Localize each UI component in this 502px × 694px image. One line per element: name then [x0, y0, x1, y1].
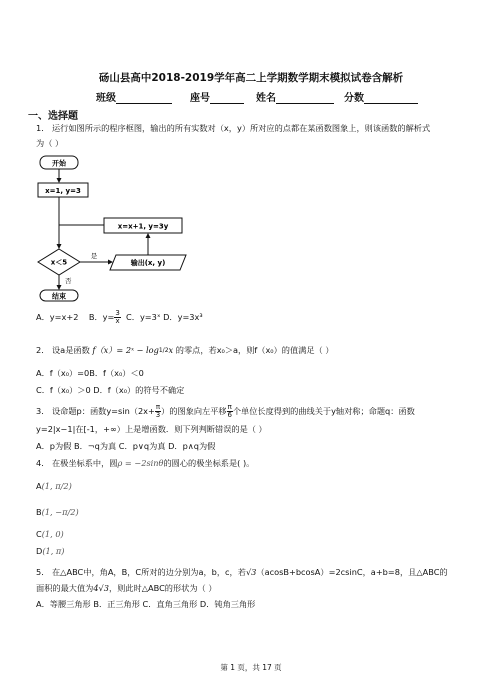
- page-footer: 第 1 页，共 17 页: [220, 663, 282, 672]
- q5-line2-prefix: 面积的最大值为: [36, 583, 94, 593]
- q3-prefix: 3． 设命题p：函数y=sin（2x+: [36, 406, 155, 416]
- q3-line2: y=2|x−1|在[-1，+∞）上是增函数．则下列判断错误的是（ ）: [36, 424, 267, 434]
- q4-equation: ρ = −2sinθ: [117, 458, 164, 468]
- q3-pi-2: π: [227, 403, 232, 411]
- q2-log-base: 1/2: [158, 347, 169, 354]
- q1-option-b-prefix: B．y=: [88, 312, 115, 322]
- q5-sqrt3: √3: [245, 567, 257, 577]
- q5-suffix: （acosB+bcosA）=2csinC，a+b=8，且△ABC的: [256, 567, 448, 577]
- q1-option-cd: C．y=3ˣ D．y=3x³: [126, 312, 203, 322]
- q5-line2: [36, 582, 217, 594]
- flow-decision-text: x＜5: [50, 258, 68, 267]
- flow-init-text: x=1, y=3: [45, 187, 81, 195]
- score-label: 分数: [344, 93, 364, 104]
- class-label: 班级: [96, 93, 116, 104]
- q3-mid: ）的图象向左平移: [161, 406, 227, 416]
- q2-suffix: 的零点，若x₀＞a，则f（x₀）的值满足（ ）: [175, 345, 334, 355]
- q4-option-a-letter: A: [36, 481, 42, 491]
- q2-option-cd: C．f（x₀）＞0 D．f（x₀）的符号不确定: [36, 385, 185, 395]
- q5-line2-suffix: ，则此时△ABC的形状为（ ）: [108, 583, 217, 593]
- flowchart: [34, 152, 194, 302]
- q2-option-ab: A．f（x₀）=0B．f（x₀）＜0: [36, 368, 144, 378]
- q4-option-d-value: (1, π): [42, 546, 65, 556]
- score-blank: [364, 93, 418, 104]
- q1-option-b-fraction: [114, 310, 120, 325]
- q2-function-x: x: [168, 345, 174, 355]
- q4-line1: [36, 457, 254, 469]
- class-blank: [116, 93, 172, 104]
- q4-option-c-value: (1, 0): [41, 529, 64, 539]
- q5-options: A．等腰三角形 B．正三角形 C．直角三角形 D．钝角三角形: [36, 599, 256, 609]
- flow-end-text: 结束: [52, 292, 66, 301]
- q5-max-area: 4√3: [93, 583, 109, 593]
- flow-update-text: x=x+1, y=3y: [117, 222, 169, 231]
- section-title: 一、选择题: [28, 111, 78, 122]
- seat-blank: [210, 93, 244, 104]
- q4-option-d-letter: D: [36, 546, 43, 556]
- q4-option-b: [36, 506, 79, 518]
- q5-line1: [36, 566, 448, 578]
- q1-option-b-den: x: [115, 317, 120, 325]
- q3-den-2: 6: [227, 411, 232, 419]
- page-title: 砀山县高中2018-2019学年高二上学期数学期末模拟试卷含解析: [98, 72, 404, 84]
- q4-prefix: 4． 在极坐标系中，圆: [36, 458, 118, 468]
- q1-line2: 为（ ）: [36, 138, 64, 148]
- q3-suffix: 个单位长度得到的曲线关于y轴对称；命题q：函数: [232, 406, 415, 416]
- q2-prefix: 2． 设a是函数: [36, 345, 90, 355]
- q3-den-1: 3: [155, 411, 161, 419]
- flow-no-label: 否: [65, 277, 72, 285]
- q5-prefix: 5． 在△ABC中，角A，B，C所对的边分别为a，b，c，若: [36, 567, 246, 577]
- q3-line1: [36, 404, 415, 419]
- flow-start-text: 开始: [52, 159, 66, 168]
- q4-option-b-letter: B: [36, 507, 42, 517]
- name-blank: [276, 93, 334, 104]
- seat-field: [190, 89, 244, 104]
- q4-option-d: [36, 545, 65, 557]
- flow-yes-label: 是: [90, 252, 98, 260]
- flow-output-text: 输出(x, y): [130, 259, 166, 267]
- q3-pi-1: π: [155, 403, 161, 411]
- q4-option-c: [36, 528, 64, 540]
- q2-function: f（x）= 2ˣ − log: [92, 345, 159, 355]
- class-field: [96, 89, 172, 104]
- q1-line1: 1． 运行如图所示的程序框图，输出的所有实数对（x，y）所对应的点都在某函数图象上，则该函数的解析式: [36, 123, 431, 133]
- q4-suffix: 的圆心的极坐标系是( )。: [163, 458, 255, 468]
- name-label: 姓名: [256, 93, 276, 104]
- q4-option-a-value: (1, π/2): [41, 481, 72, 491]
- name-field: [256, 89, 334, 104]
- q1-options: [36, 310, 203, 325]
- q4-option-c-letter: C: [36, 529, 42, 539]
- q1-option-a: A．y=x+2: [36, 312, 79, 322]
- q4-option-b-value: (1, −π/2): [41, 507, 79, 517]
- seat-label: 座号: [190, 93, 210, 104]
- q2-line1: [36, 344, 334, 356]
- score-field: [344, 89, 418, 104]
- q4-option-a: [36, 480, 72, 492]
- q1-option-b-num: 3: [115, 309, 120, 317]
- q3-options: A．p为假 B．¬q为真 C．p∨q为真 D．p∧q为假: [36, 441, 216, 451]
